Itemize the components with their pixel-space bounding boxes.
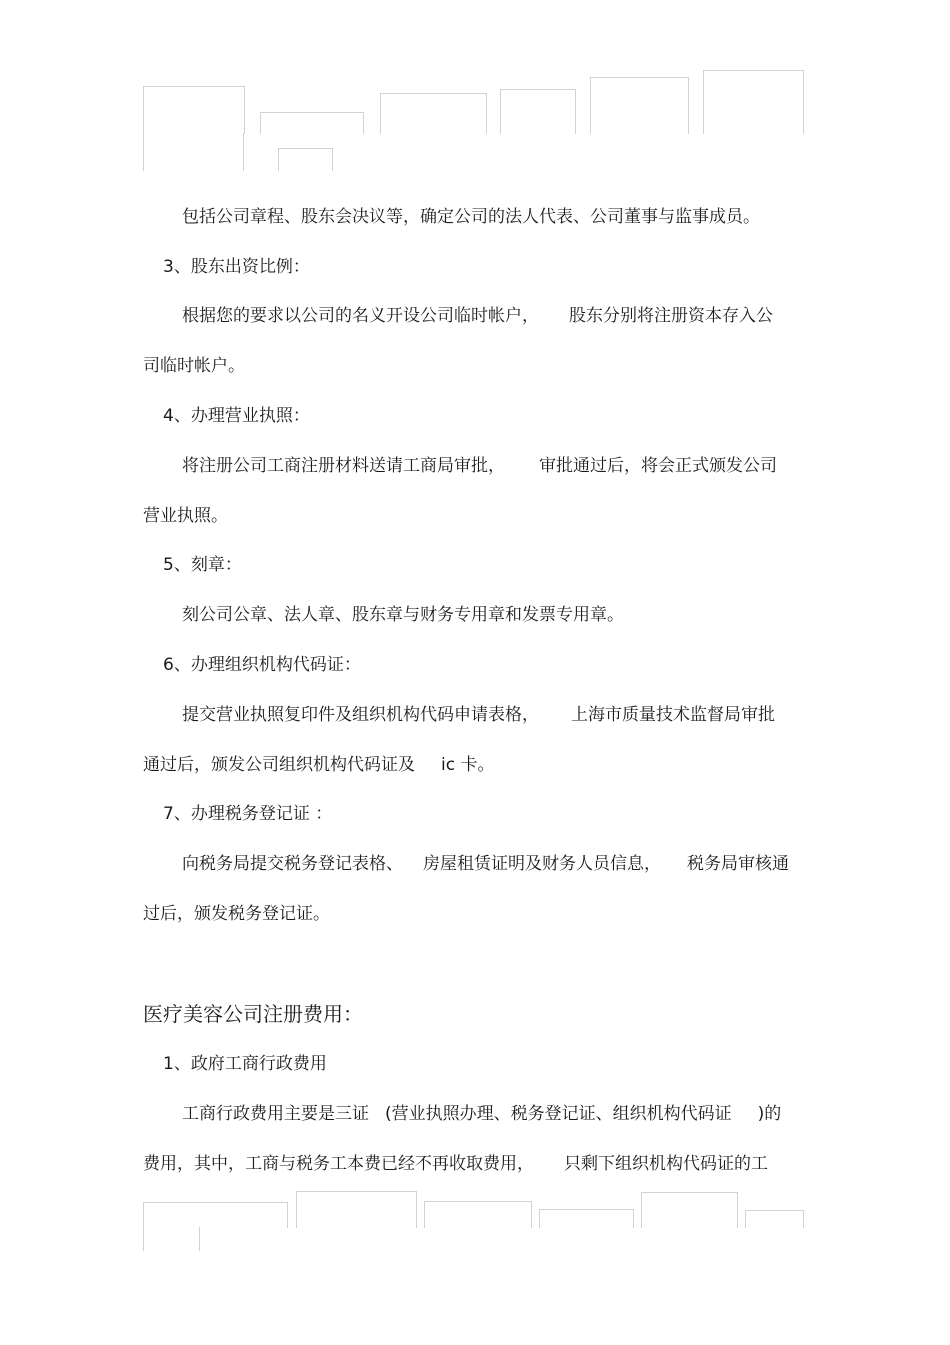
body-paragraph-line: 刻公司公章、法人章、股东章与财务专用章和发票专用章。 bbox=[182, 605, 624, 625]
section-heading: 4、办理营业执照： bbox=[163, 406, 310, 426]
top-table-fragment bbox=[703, 70, 804, 134]
text-segment: 工商行政费用主要是三证 bbox=[182, 1104, 369, 1124]
bottom-table-fragment bbox=[641, 1192, 738, 1228]
top-table-fragment bbox=[500, 89, 576, 134]
section-heading: 1、政府工商行政费用 bbox=[163, 1054, 327, 1074]
text-segment: 根据您的要求以公司的名义开设公司临时帐户， bbox=[182, 306, 539, 326]
text-segment: )的 bbox=[757, 1104, 782, 1124]
text-segment: 上海市质量技术监督局审批 bbox=[571, 705, 775, 725]
body-paragraph-line bbox=[182, 852, 789, 876]
text-segment: 税务局审核通 bbox=[687, 854, 789, 874]
top-table-fragment bbox=[143, 86, 245, 134]
text-segment: 费用，其中，工商与税务工本费已经不再收取费用， bbox=[143, 1154, 534, 1174]
bottom-table-fragment bbox=[296, 1191, 417, 1228]
text-segment: 只剩下组织机构代码证的工 bbox=[564, 1154, 768, 1174]
text-segment: ic 卡。 bbox=[441, 755, 495, 775]
section-heading: 6、办理组织机构代码证： bbox=[163, 655, 361, 675]
text-segment: (营业执照办理、税务登记证、组织机构代码证 bbox=[385, 1104, 732, 1124]
bottom-table-fragment bbox=[143, 1227, 200, 1251]
top-table-fragment bbox=[278, 148, 333, 171]
top-table-fragment bbox=[590, 77, 689, 134]
bottom-table-fragment bbox=[143, 1202, 288, 1228]
text-segment: 将注册公司工商注册材料送请工商局审批， bbox=[182, 456, 505, 476]
top-table-fragment bbox=[260, 112, 364, 134]
bottom-table-fragment bbox=[745, 1210, 804, 1228]
text-segment: 股东分别将注册资本存入公 bbox=[569, 306, 773, 326]
text-segment: 房屋租赁证明及财务人员信息， bbox=[423, 854, 661, 874]
text-segment: 向税务局提交税务登记表格、 bbox=[182, 854, 403, 874]
body-paragraph-line bbox=[182, 1102, 781, 1126]
text-segment: 审批通过后，将会正式颁发公司 bbox=[539, 456, 777, 476]
body-paragraph-line: 包括公司章程、股东会决议等，确定公司的法人代表、公司董事与监事成员。 bbox=[182, 207, 760, 227]
bottom-table-fragment bbox=[424, 1201, 532, 1228]
text-segment: 提交营业执照复印件及组织机构代码申请表格， bbox=[182, 705, 539, 725]
section-heading: 5、刻章： bbox=[163, 555, 242, 575]
body-paragraph-line bbox=[182, 703, 775, 727]
section-heading: 3、股东出资比例： bbox=[163, 257, 310, 277]
section-heading: 7、办理税务登记证 ： bbox=[163, 804, 333, 824]
body-paragraph-line bbox=[182, 304, 773, 328]
text-segment: 通过后，颁发公司组织机构代码证及 bbox=[143, 755, 415, 775]
top-table-fragment bbox=[143, 133, 244, 171]
body-paragraph-line: 司临时帐户。 bbox=[143, 356, 245, 376]
body-paragraph-line: 营业执照。 bbox=[143, 506, 228, 526]
subsection-title: 医疗美容公司注册费用： bbox=[143, 1002, 363, 1026]
top-table-fragment bbox=[380, 93, 487, 134]
body-paragraph-line: 过后，颁发税务登记证。 bbox=[143, 904, 330, 924]
body-paragraph-line bbox=[182, 454, 777, 478]
body-paragraph-line bbox=[143, 1152, 768, 1176]
bottom-table-fragment bbox=[539, 1209, 634, 1228]
body-paragraph-line bbox=[143, 753, 494, 777]
